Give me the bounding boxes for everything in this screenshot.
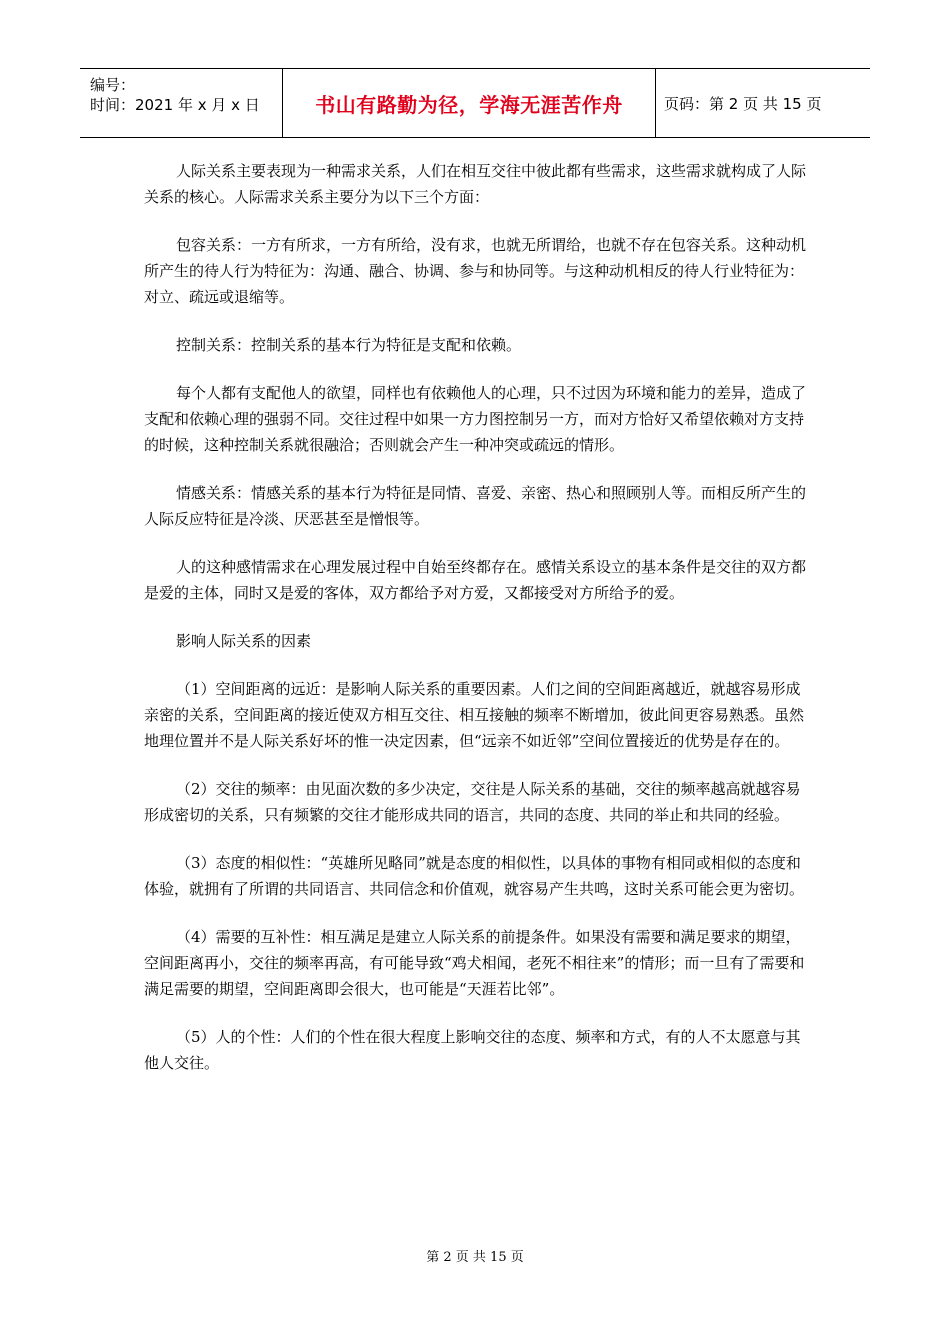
document-date-label: 时间：2021 年 x 月 x 日 <box>90 96 260 114</box>
paragraph: 人的这种感情需求在心理发展过程中自始至终都存在。感情关系设立的基本条件是交往的双方都是爱的主体，同时又是爱的客体，双方都给予对方爱，又都接受对方所给予的爱。 <box>144 558 807 602</box>
header-table <box>80 68 870 138</box>
document-number-label: 编号： <box>90 76 136 94</box>
header-meta-cell <box>80 69 283 137</box>
paragraph: （1）空间距离的远近：是影响人际关系的重要因素。人们之间的空间距离越近，就越容易形成亲密的关系，空间距离的接近使双方相互交往、相互接触的频率不断增加，彼此间更容易熟悉。虽然地理位置并不是人际关系好坏的惟一决定因素，但“远亲不如近邻”空间位置接近的优势是存在的。 <box>144 680 805 750</box>
header-motto-cell <box>283 69 656 137</box>
header-motto: 书山有路勤为径，学海无涯苦作舟 <box>315 92 623 117</box>
header-page-cell <box>656 69 870 137</box>
paragraph: 控制关系：控制关系的基本行为特征是支配和依赖。 <box>176 336 522 354</box>
paragraph: （4）需要的互补性：相互满足是建立人际关系的前提条件。如果没有需要和满足要求的期望，空间距离再小，交往的频率再高，有可能导致“鸡犬相闻，老死不相往来”的情形；而一旦有了需要和满足需要的期望，空间距离即会很大，也可能是“天涯若比邻”。 <box>144 928 805 998</box>
header-page-number: 页码：第 2 页 共 15 页 <box>664 94 822 113</box>
paragraph: （3）态度的相似性：“英雄所见略同”就是态度的相似性，以具体的事物有相同或相似的态度和体验，就拥有了所谓的共同语言、共同信念和价值观，就容易产生共鸣，这时关系可能会更为密切。 <box>144 854 805 898</box>
paragraph: 人际关系主要表现为一种需求关系，人们在相互交往中彼此都有些需求，这些需求就构成了人际关系的核心。人际需求关系主要分为以下三个方面： <box>144 162 807 206</box>
paragraph: （5）人的个性：人们的个性在很大程度上影响交往的态度、频率和方式，有的人不太愿意与其他人交往。 <box>144 1028 801 1072</box>
document-body <box>144 158 806 1098</box>
page-footer: 第 2 页 共 15 页 <box>426 1250 524 1265</box>
paragraph: （2）交往的频率：由见面次数的多少决定，交往是人际关系的基础，交往的频率越高就越容易形成密切的关系，只有频繁的交往才能形成共同的语言，共同的态度、共同的举止和共同的经验。 <box>144 780 801 824</box>
section-heading: 影响人际关系的因素 <box>176 632 312 650</box>
paragraph: 每个人都有支配他人的欲望，同样也有依赖他人的心理，只不过因为环境和能力的差异，造成了支配和依赖心理的强弱不同。交往过程中如果一方力图控制另一方，而对方恰好又希望依赖对方支持的时候，这种控制关系就很融洽；否则就会产生一种冲突或疏远的情形。 <box>144 384 807 454</box>
paragraph: 情感关系：情感关系的基本行为特征是同情、喜爱、亲密、热心和照顾别人等。而相反所产生的人际反应特征是冷淡、厌恶甚至是憎恨等。 <box>144 484 807 528</box>
paragraph: 包容关系：一方有所求，一方有所给，没有求，也就无所谓给，也就不存在包容关系。这种动机所产生的待人行为特征为：沟通、融合、协调、参与和协同等。与这种动机相反的待人行业特征为：对立、疏远或退缩等。 <box>144 236 807 306</box>
